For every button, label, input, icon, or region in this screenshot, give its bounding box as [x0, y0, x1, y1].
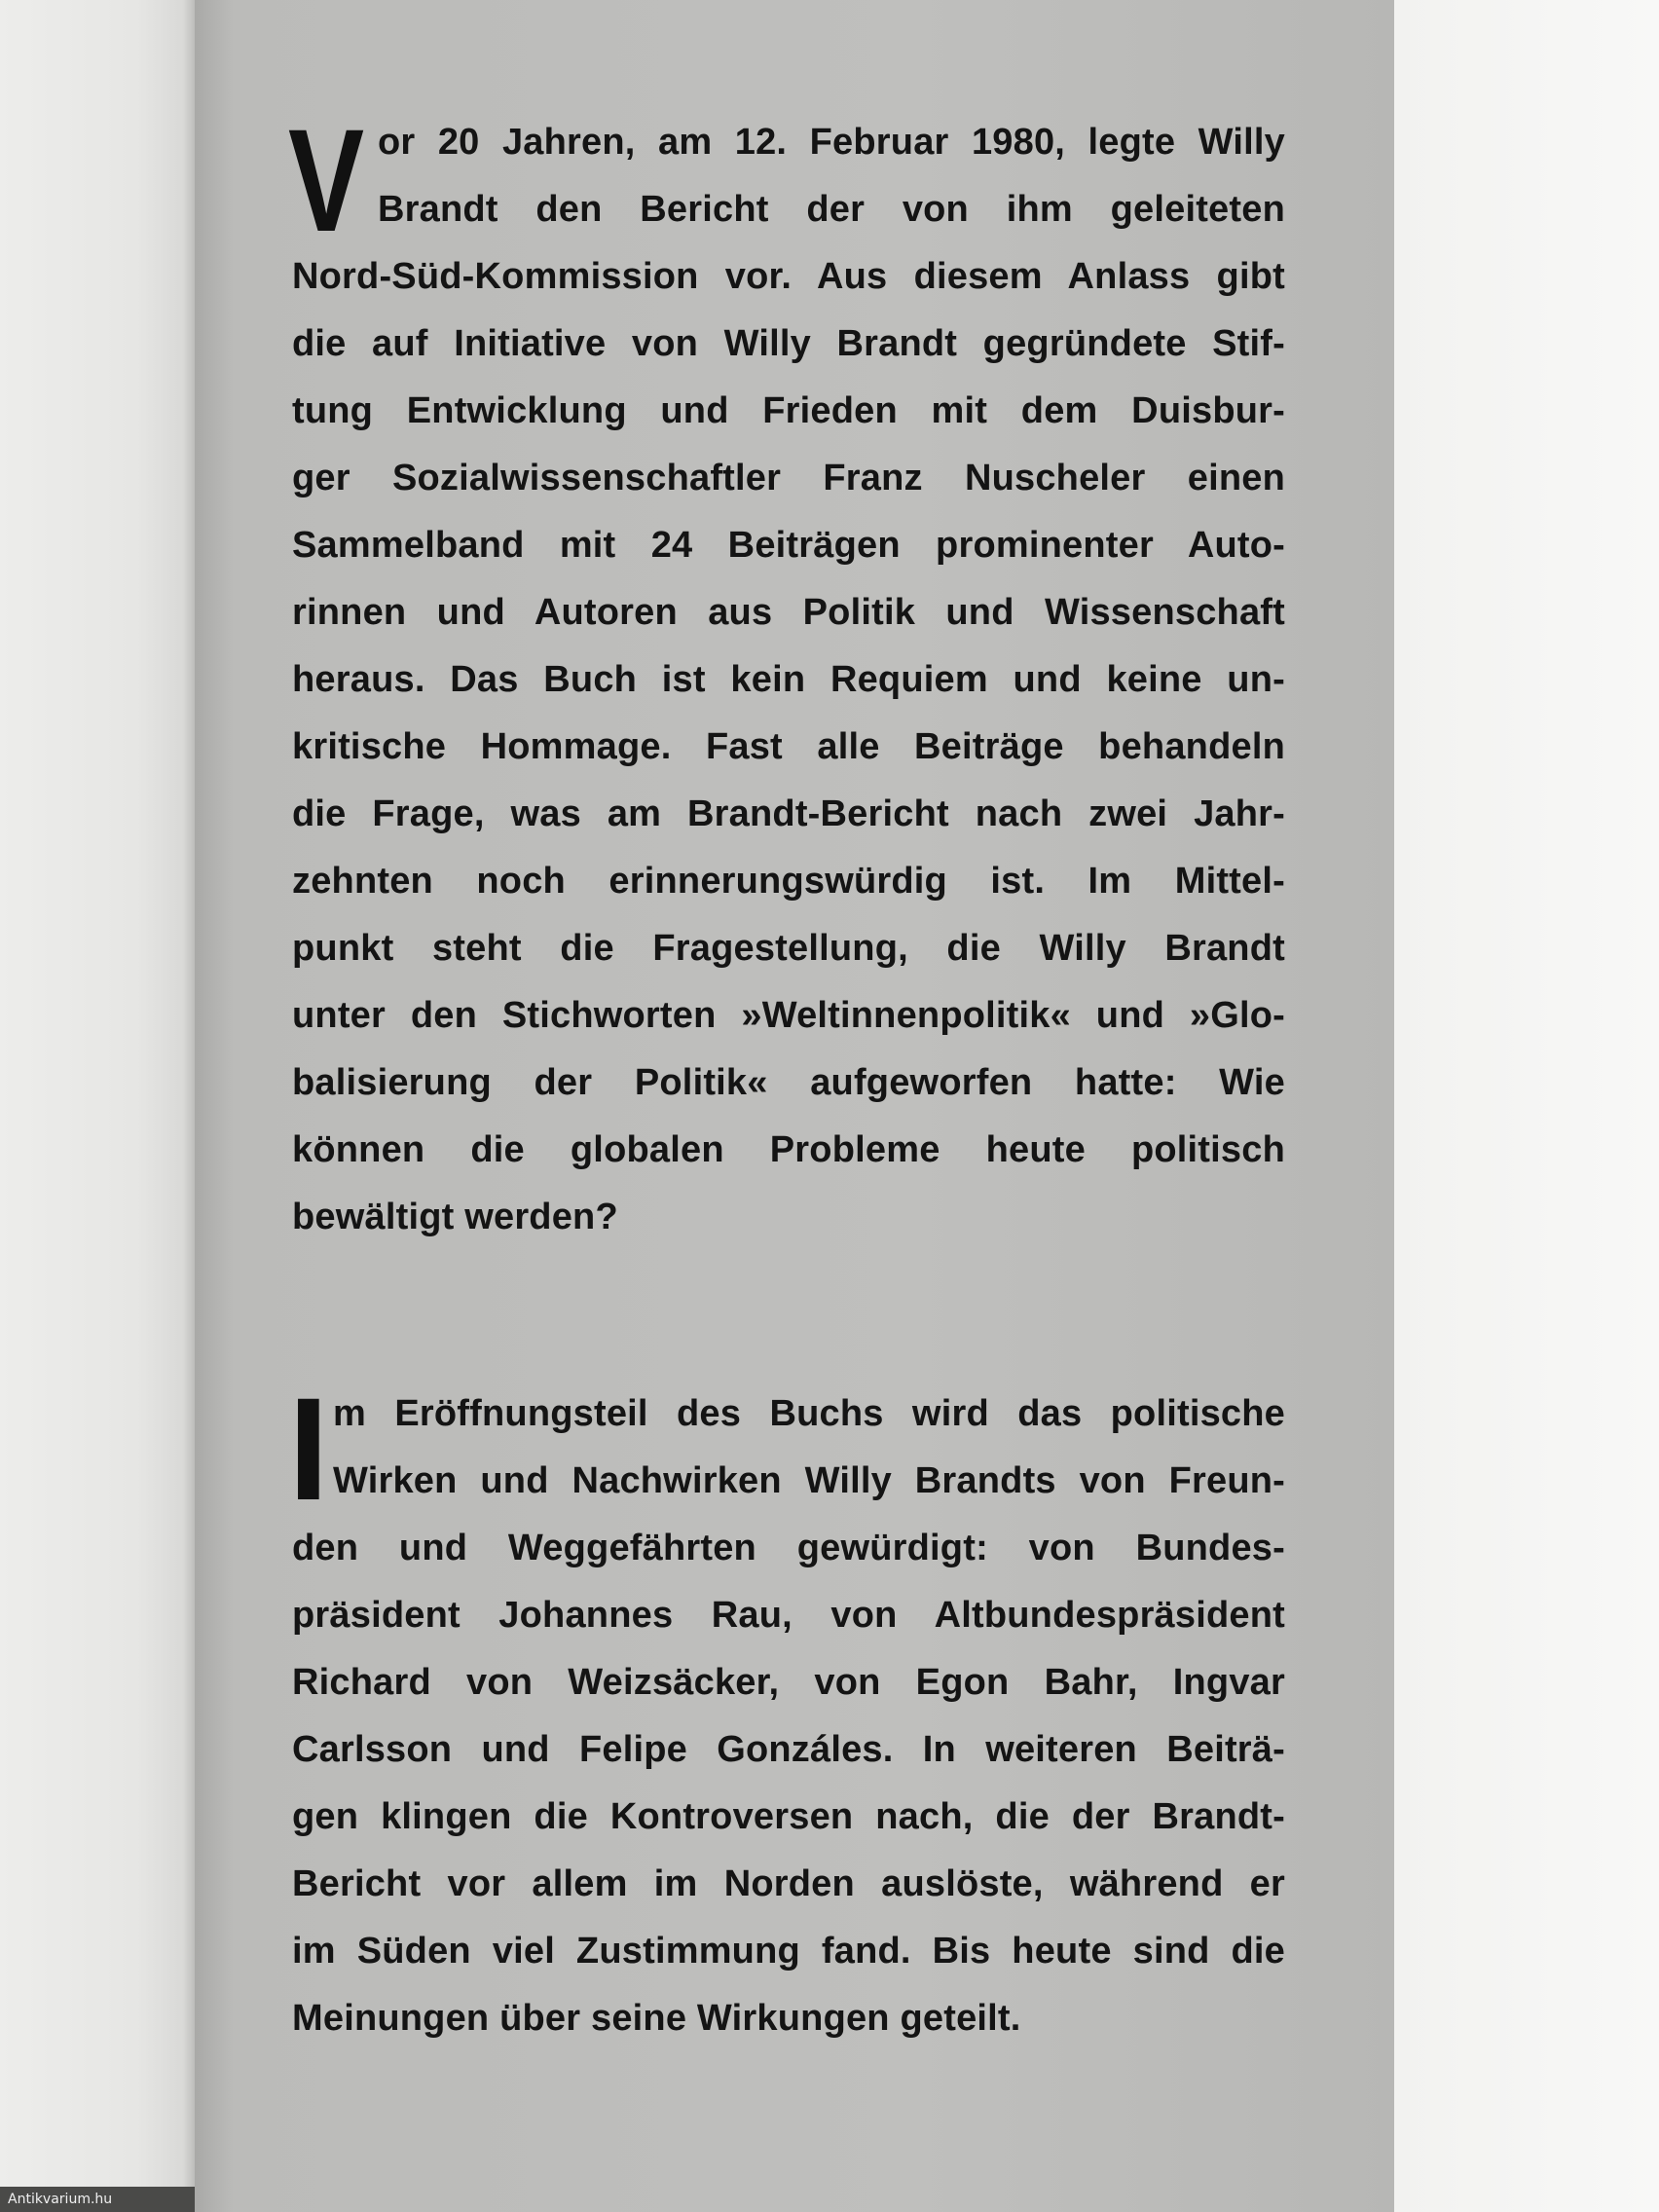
text-line: zehnten noch erinnerungswürdig ist. Im Mittel-: [292, 861, 1285, 902]
text-line: kritische Hommage. Fast alle Beiträge behandeln: [292, 726, 1285, 767]
text-line: Bericht vor allem im Norden auslöste, während er: [292, 1863, 1285, 1904]
text-line: Sammelband mit 24 Beiträgen prominenter Auto-: [292, 525, 1285, 566]
text-line: balisierung der Politik« aufgeworfen hatte: Wie: [292, 1062, 1285, 1103]
text-line: Brandt den Bericht der von ihm geleiteten: [378, 189, 1285, 230]
dropcap-i: I: [288, 1367, 329, 1530]
text-line: präsident Johannes Rau, von Altbundespräsident: [292, 1595, 1285, 1636]
text-line: den und Weggefährten gewürdigt: von Bundes-: [292, 1528, 1285, 1568]
text-line: Richard von Weizsäcker, von Egon Bahr, Ingvar: [292, 1662, 1285, 1703]
text-line: bewältigt werden?: [292, 1197, 618, 1237]
text-line: gen klingen die Kontroversen nach, die der Brandt-: [292, 1796, 1285, 1837]
text-line: tung Entwicklung und Frieden mit dem Duisbur-: [292, 390, 1285, 431]
text-line: or 20 Jahren, am 12. Februar 1980, legte Willy: [378, 122, 1285, 163]
right-page-strip: [1394, 0, 1659, 2212]
text-line: heraus. Das Buch ist kein Requiem und keine un-: [292, 659, 1285, 700]
watermark: Antikvarium.hu: [0, 2187, 195, 2212]
text-line: Meinungen über seine Wirkungen geteilt.: [292, 1998, 1021, 2039]
text-line: die auf Initiative von Willy Brandt gegründete Stif-: [292, 323, 1285, 364]
text-line: rinnen und Autoren aus Politik und Wissenschaft: [292, 592, 1285, 633]
text-line: Carlsson und Felipe Gonzáles. In weiteren Beiträ-: [292, 1729, 1285, 1770]
text-line: Wirken und Nachwirken Willy Brandts von Freun-: [333, 1460, 1285, 1501]
dropcap-v: V: [288, 98, 365, 262]
text-line: unter den Stichworten »Weltinnenpolitik« und »Glo-: [292, 995, 1285, 1036]
left-page-strip: [0, 0, 195, 2212]
text-line: m Eröffnungsteil des Buchs wird das politische: [333, 1393, 1285, 1434]
text-line: können die globalen Probleme heute politisch: [292, 1129, 1285, 1170]
paragraph-2: [292, 1381, 1285, 2052]
text-line: Nord-Süd-Kommission vor. Aus diesem Anlass gibt: [292, 256, 1285, 297]
text-line: im Süden viel Zustimmung fand. Bis heute sind die: [292, 1931, 1285, 1972]
paragraph-1: [292, 109, 1285, 1251]
text-line: ger Sozialwissenschaftler Franz Nuscheler einen: [292, 458, 1285, 498]
text-line: die Frage, was am Brandt-Bericht nach zwei Jahr-: [292, 793, 1285, 834]
text-line: punkt steht die Fragestellung, die Willy Brandt: [292, 928, 1285, 969]
